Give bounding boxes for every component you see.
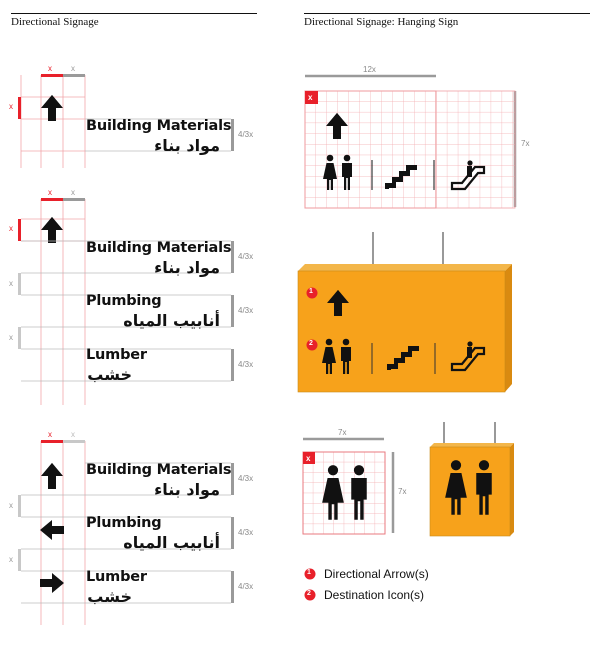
grid-width-label: 12x: [363, 65, 376, 74]
left-header: Directional Signage: [11, 16, 99, 28]
plumbing-ar: أنابيب المياه: [123, 311, 220, 330]
x-marker: x: [9, 333, 13, 342]
right-header: Directional Signage: Hanging Sign: [304, 16, 459, 28]
lumber-en: Lumber: [86, 347, 147, 363]
x-marker: x: [48, 188, 52, 197]
row-height-label: 4/3x: [238, 252, 254, 261]
x-marker: x: [9, 279, 13, 288]
row-height-label: 4/3x: [238, 130, 254, 139]
lumber-ar: خشب: [87, 365, 132, 384]
plumbing-en: Plumbing: [86, 515, 162, 531]
x-marker: x: [71, 64, 75, 73]
x-marker: x: [306, 454, 311, 463]
grid-sign: [305, 76, 515, 208]
badge-1: 1: [309, 288, 313, 295]
row-height-label: 4/3x: [238, 474, 254, 483]
legend-label-2: Destination Icon(s): [324, 588, 425, 602]
badge-2: 2: [309, 340, 313, 347]
x-marker: x: [9, 224, 13, 233]
legend-num-2: 2: [307, 590, 311, 597]
small-hanging-sign: [430, 422, 514, 536]
grid-height-label: 7x: [521, 139, 530, 148]
building-materials-en: Building Materials: [86, 462, 232, 478]
up-arrow-icon: [41, 217, 63, 243]
x-marker: x: [48, 64, 52, 73]
row-height-label: 4/3x: [238, 306, 254, 315]
building-materials-ar: مواد بناء: [154, 480, 220, 499]
legend-num-1: 1: [307, 569, 311, 576]
building-materials-en: Building Materials: [86, 118, 232, 134]
legend-label-1: Directional Arrow(s): [324, 567, 429, 581]
x-marker: x: [71, 188, 75, 197]
x-marker: x: [48, 430, 52, 439]
row-height-label: 4/3x: [238, 582, 254, 591]
small-height-label: 7x: [398, 487, 407, 496]
up-arrow-icon: [41, 463, 63, 489]
up-arrow-icon: [41, 95, 63, 121]
row-height-label: 4/3x: [238, 528, 254, 537]
small-grid-sign: [303, 439, 393, 534]
x-marker: x: [308, 93, 313, 102]
x-marker: x: [9, 501, 13, 510]
row-height-label: 4/3x: [238, 360, 254, 369]
small-width-label: 7x: [338, 428, 347, 437]
building-materials-en: Building Materials: [86, 240, 232, 256]
lumber-en: Lumber: [86, 569, 147, 585]
x-marker: x: [71, 430, 75, 439]
plumbing-ar: أنابيب المياه: [123, 533, 220, 552]
right-arrow-icon: [40, 573, 64, 593]
lumber-ar: خشب: [87, 587, 132, 606]
x-marker: x: [9, 555, 13, 564]
hanging-sign: [298, 232, 512, 392]
building-materials-ar: مواد بناء: [154, 136, 220, 155]
x-marker: x: [9, 102, 13, 111]
left-arrow-icon: [40, 520, 64, 540]
plumbing-en: Plumbing: [86, 293, 162, 309]
building-materials-ar: مواد بناء: [154, 258, 220, 277]
